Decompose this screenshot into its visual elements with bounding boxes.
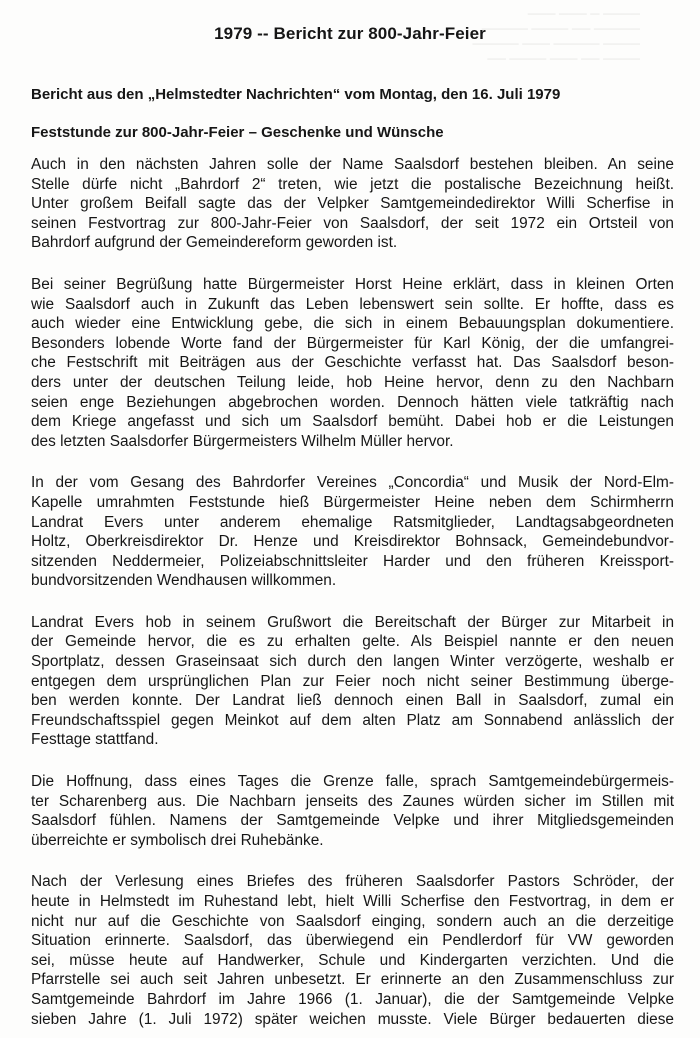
paragraph-line: seien enge Beziehungen abgebrochen worden. Dennoch hätten viele tatkräftig nach xyxy=(31,393,674,411)
article-paragraph xyxy=(31,155,674,253)
article-source-subtitle: Bericht aus den „Helmstedter Nachrichten“ vom Montag, den 16. Juli 1979 xyxy=(31,86,561,103)
article-body xyxy=(31,155,674,1051)
paragraph-line: Bei seiner Begrüßung hatte Bürgermeister Horst Heine erklärt, dass in kleinen Orten xyxy=(31,275,674,293)
paragraph-line: In der vom Gesang des Bahrdorfer Vereines „Concordia“ und Musik der Nord-Elm- xyxy=(31,474,674,492)
article-paragraph xyxy=(31,613,674,750)
paragraph-line: nicht nur auf die Geschichte von Saalsdorf einging, sondern auch an die derzeitige xyxy=(31,912,674,930)
paragraph-line: Situation erinnerte. Saalsdorf, das überwiegend ein Pendlerdorf für VW geworden xyxy=(31,932,674,950)
paragraph-line: Freundschaftsspiel gegen Meinkot auf dem alten Platz am Sonnabend anlässlich der xyxy=(31,711,674,729)
article-paragraph xyxy=(31,872,674,1029)
paragraph-line: überreichte er symbolisch drei Ruhebänke. xyxy=(31,831,324,849)
paragraph-line: bundvorsitzenden Wendhausen willkommen. xyxy=(31,572,337,590)
paragraph-line: seinen Festvortrag zur 800-Jahr-Feier von Saalsdorf, der seit 1972 ein Ortsteil von xyxy=(31,214,674,232)
article-paragraph xyxy=(31,473,674,591)
paragraph-line: sei, müsse heute auf Handwerker, Schule und Kindergarten verzichten. Und die xyxy=(31,951,674,969)
paragraph-line: Sportplatz, dessen Graseinsaat sich durch den langen Winter verzögerte, weshalb er xyxy=(31,653,674,671)
paragraph-line: Unter großem Beifall sagte das der Velpker Samtgemeindedirektor Willi Scherfise in xyxy=(31,195,674,213)
paragraph-line: Nach der Verlesung eines Briefes des früheren Saalsdorfer Pastors Schröder, der xyxy=(31,873,674,891)
paragraph-line: auch wieder eine Entwicklung gebe, die sich in einem Bebauungsplan dokumentiere. xyxy=(31,315,674,333)
paragraph-line: Kapelle umrahmten Feststunde hieß Bürgermeister Heine neben dem Schirmherrn xyxy=(31,493,674,511)
paragraph-line: Landrat Evers hob in seinem Grußwort die Bereitschaft der Bürger zur Mitarbeit in xyxy=(31,613,674,631)
paragraph-line: Landrat Evers unter anderem ehemalige Ratsmitglieder, Landtagsabgeordneten xyxy=(31,513,674,531)
article-paragraph xyxy=(31,275,674,451)
paragraph-line: che Festschrift mit Beiträgen aus der Geschichte verfasst hat. Das Saalsdorf beson- xyxy=(31,354,674,372)
paragraph-line: Auch in den nächsten Jahren solle der Name Saalsdorf bestehen bleiben. An seine xyxy=(31,156,674,173)
paragraph-line: ben werden konnte. Der Landrat ließ dennoch einen Ball in Saalsdorf, zumal ein xyxy=(31,692,674,710)
paragraph-line: heute in Helmstedt im Ruhestand lebt, hielt Willi Scherfise den Festvortrag, in dem er xyxy=(31,893,674,910)
article-paragraph xyxy=(31,772,674,850)
article-heading: Feststunde zur 800-Jahr-Feier – Geschenke und Wünsche xyxy=(31,124,444,141)
paragraph-line: des letzten Saalsdorfer Bürgermeisters Wilhelm Müller hervor. xyxy=(31,432,454,450)
paragraph-line: Samtgemeinde Bahrdorf im Jahre 1966 (1. Januar), die der Samtgemeinde Velpke xyxy=(31,990,674,1008)
paragraph-line: ter Scharenberg aus. Die Nachbarn jenseits des Zaunes würden sicher im Stillen mit xyxy=(31,792,674,810)
paragraph-line: entgegen dem ursprünglichen Plan zur Feier noch nicht seiner Bestimmung überge- xyxy=(31,672,674,690)
paragraph-line: Festtage stattfand. xyxy=(31,731,159,749)
paragraph-line: Die Hoffnung, dass eines Tages die Grenze falle, sprach Samtgemeindebürgermeis- xyxy=(31,773,674,791)
document-title: 1979 -- Bericht zur 800-Jahr-Feier xyxy=(214,24,486,43)
paragraph-line: Besonders lobende Worte fand der Bürgermeister für Karl König, der die umfangrei- xyxy=(31,334,674,352)
paragraph-line: Pfarrstelle sei auch seit Jahren unbesetzt. Er erinnerte an den Zusammenschluss zur xyxy=(31,971,674,989)
paragraph-line: ders unter der deutschen Teilung leide, hob Heine hervor, denn zu den Nachbarn xyxy=(31,373,674,391)
paragraph-line: dem Kriege angefasst und sich um Saalsdorf bemüht. Dabei hob er die Leistungen xyxy=(31,413,674,431)
paragraph-line: der Gemeinde hervor, die es zu erhalten gelte. Als Beispiel nannte er den neuen xyxy=(31,633,674,651)
paragraph-line: Bahrdorf aufgrund der Gemeindereform geworden ist. xyxy=(31,234,398,252)
paragraph-line: sieben Jahre (1. Juli 1972) später weichen musste. Viele Bürger bedauerten diese xyxy=(31,1010,674,1028)
paragraph-line: Holtz, Oberkreisdirektor Dr. Henze und Kreisdirektor Bohnsack, Gemeindebundvor- xyxy=(31,533,674,551)
paragraph-line: wie Saalsdorf auch in Zukunft das Leben lebenswert sein sollte. Er hoffte, dass es xyxy=(31,295,674,313)
paragraph-line: Saalsdorf fühlen. Namens der Samtgemeinde Velpke und ihrer Mitgliedsgemeinden xyxy=(31,812,674,830)
paragraph-line: sitzenden Neddermeier, Polizeiabschnittsleiter Harder und den früheren Kreissport- xyxy=(31,552,674,570)
show-through-text: ──── ─ ─── ─── ───── ── ──── ───── ──── ───── ─── ───── ──── ── ─── ──── ── xyxy=(472,6,640,66)
paragraph-line: Stelle dürfe nicht „Bahrdorf 2“ treten, wie jetzt die postalische Bezeichnung heißt. xyxy=(31,175,674,193)
